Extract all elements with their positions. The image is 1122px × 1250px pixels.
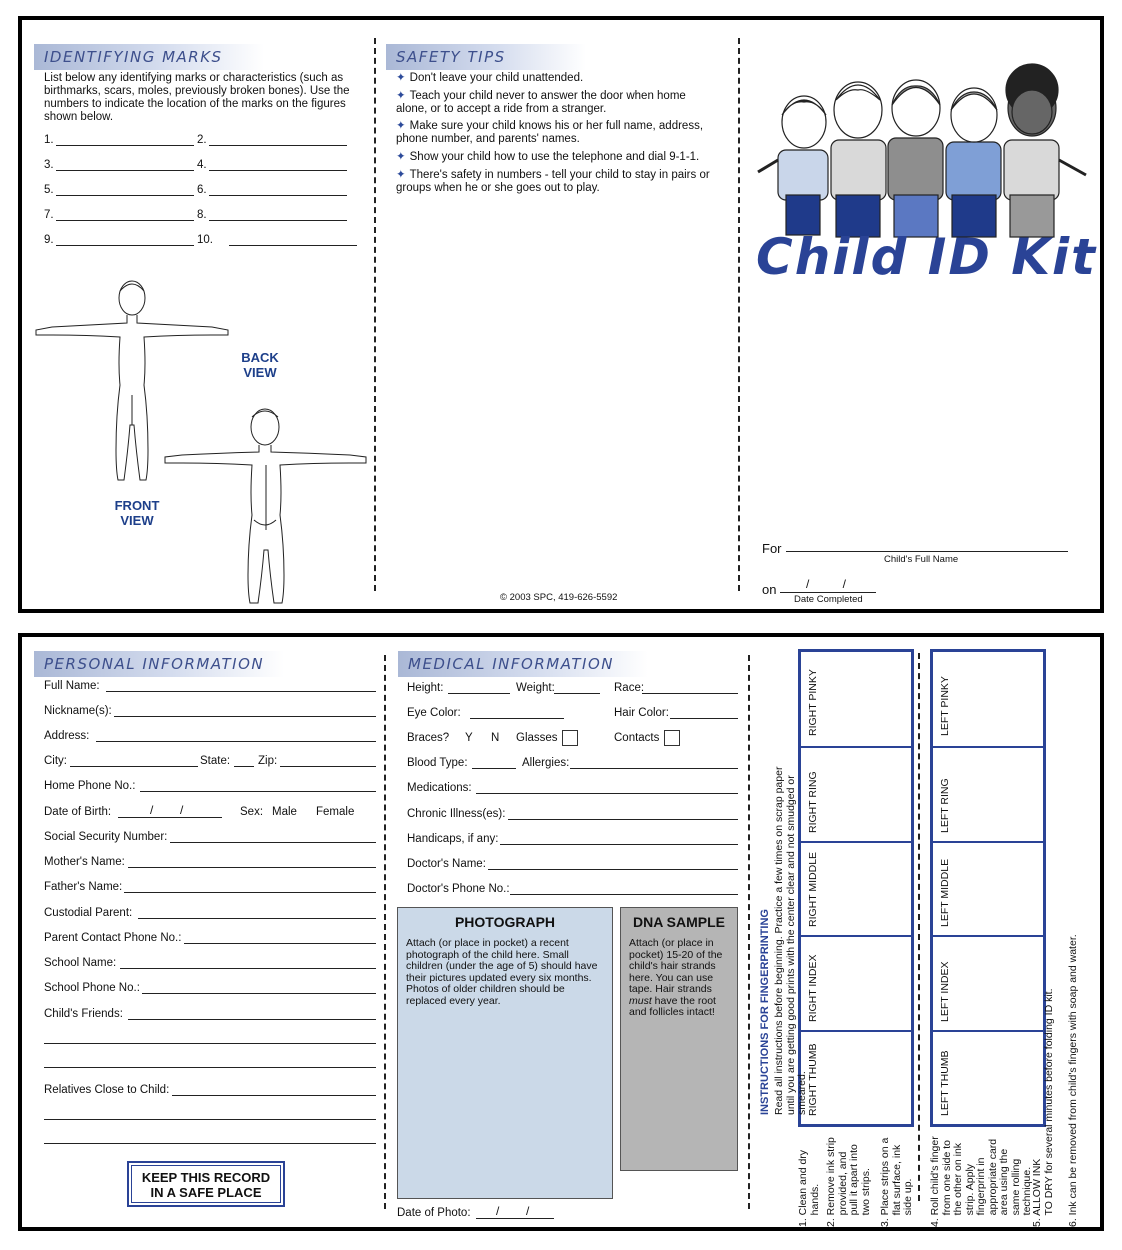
mark-line[interactable] (56, 170, 194, 171)
mark-number: 3. (44, 159, 54, 171)
dob-label: Date of Birth: (44, 806, 112, 818)
dna-sample-area[interactable] (620, 907, 738, 1171)
mark-number: 7. (44, 209, 54, 221)
date-completed-line[interactable] (780, 592, 876, 593)
friends-field[interactable] (44, 1067, 376, 1068)
photograph-title: PHOTOGRAPH (454, 914, 556, 930)
date-completed-caption: Date Completed (794, 594, 863, 605)
photograph-area[interactable] (397, 907, 613, 1199)
photo-date-field[interactable] (476, 1218, 554, 1219)
fold-line (738, 38, 740, 591)
relatives-field[interactable] (44, 1119, 376, 1120)
zip-field[interactable] (280, 766, 376, 767)
fingerprint-label: RIGHT THUMB (807, 1043, 819, 1116)
mark-line[interactable] (56, 220, 194, 221)
hair-field[interactable] (670, 718, 738, 719)
custodial-field[interactable] (138, 918, 376, 919)
mark-line[interactable] (209, 220, 347, 221)
fingerprint-label: RIGHT PINKY (807, 669, 819, 737)
parent-phone-label: Parent Contact Phone No.: (44, 932, 182, 944)
mark-number: 10. (197, 234, 213, 246)
school-phone-field[interactable] (142, 993, 376, 994)
fingerprint-label: LEFT MIDDLE (939, 859, 951, 928)
photo-date-label: Date of Photo: (397, 1207, 471, 1219)
mark-line[interactable] (229, 245, 357, 246)
handicaps-label: Handicaps, if any: (407, 833, 499, 845)
blood-label: Blood Type: (407, 757, 468, 769)
safety-tip: ✦ Don't leave your child unattended. (396, 72, 584, 84)
fingerprint-step: 6. Ink can be removed from child's fingers with soap and water. (1067, 934, 1079, 1227)
identifying-marks-title: IDENTIFYING MARKS (34, 44, 264, 70)
sex-male-option[interactable]: Male (272, 806, 297, 818)
braces-no-option[interactable]: N (491, 732, 500, 744)
mark-line[interactable] (56, 195, 194, 196)
mark-number: 1. (44, 134, 54, 146)
childs-name-line[interactable] (786, 551, 1068, 552)
ssn-label: Social Security Number: (44, 831, 168, 843)
handicaps-field[interactable] (500, 844, 738, 845)
state-label: State: (200, 755, 231, 767)
nickname-field[interactable] (114, 716, 376, 717)
fingerprint-label: LEFT THUMB (939, 1050, 951, 1116)
left-hand-card (930, 649, 1046, 1127)
personal-info-title: PERSONAL INFORMATION (34, 651, 284, 677)
fingerprint-cell[interactable] (801, 841, 911, 935)
medications-field[interactable] (476, 793, 738, 794)
zip-label: Zip: (258, 755, 278, 767)
date-slashes: / / (806, 577, 847, 591)
front-view-figure (36, 281, 228, 480)
right-hand-card (798, 649, 914, 1127)
chronic-field[interactable] (508, 819, 738, 820)
mark-number: 5. (44, 184, 54, 196)
ssn-field[interactable] (170, 842, 376, 843)
fingerprint-cell[interactable] (933, 841, 1043, 935)
braces-yes-option[interactable]: Y (465, 732, 473, 744)
mark-line[interactable] (56, 145, 194, 146)
doctor-phone-label: Doctor's Phone No.: (407, 883, 510, 895)
star-bullet-icon: ✦ (396, 72, 406, 84)
for-label: For (762, 541, 782, 556)
relatives-field[interactable] (172, 1095, 376, 1096)
back-view-label: BACK VIEW (241, 350, 279, 380)
safety-tips-title: SAFETY TIPS (386, 44, 586, 70)
copyright: © 2003 SPC, 419-626-5592 (500, 592, 618, 603)
star-bullet-icon: ✦ (396, 90, 406, 102)
dob-field[interactable] (118, 817, 222, 818)
relatives-field[interactable] (44, 1143, 376, 1144)
chronic-label: Chronic Illness(es): (407, 808, 506, 820)
identifying-marks-instructions: List below any identifying marks or characteristics (such as birthmarks, scars, moles, previously broken bones). Use the numbers to indicate the location of the marks on the figures shown below. (44, 72, 350, 123)
back-view-figure (165, 409, 366, 603)
race-label: Race: (614, 682, 645, 694)
weight-field[interactable] (554, 693, 600, 694)
safety-tip: ✦ Teach your child never to answer the door when home alone, or to accept a ride from a stranger. (396, 90, 686, 115)
star-bullet-icon: ✦ (396, 169, 406, 181)
mark-number: 9. (44, 234, 54, 246)
friends-field[interactable] (128, 1019, 376, 1020)
fingerprint-cell[interactable] (933, 935, 1043, 1029)
address-label: Address: (44, 730, 90, 742)
safety-tip: ✦ Show your child how to use the telephone and dial 9-1-1. (396, 151, 700, 163)
height-label: Height: (407, 682, 444, 694)
mark-line[interactable] (209, 170, 347, 171)
fold-line (374, 38, 376, 591)
fingerprint-step: 4. Roll child's finger from one side to the other on ink strip. Apply fingerprint in appropriate card area using the same rolling technique. (929, 1136, 1033, 1227)
dob-slashes: / / (150, 803, 184, 817)
bottom-sheet (18, 633, 1104, 1231)
eye-field[interactable] (470, 718, 564, 719)
body-figures (32, 275, 372, 605)
doctor-label: Doctor's Name: (407, 858, 486, 870)
fingerprint-step: 5. ALLOW INK TO DRY for several minutes before folding ID kit. (1031, 988, 1055, 1227)
allergies-label: Allergies: (522, 757, 570, 769)
fingerprint-label: LEFT INDEX (939, 961, 951, 1022)
doctor-field[interactable] (488, 869, 738, 870)
fingerprint-label: RIGHT RING (807, 771, 819, 833)
cut-line (918, 653, 920, 1201)
school-field[interactable] (120, 968, 376, 969)
children-illustration (756, 60, 1096, 240)
school-label: School Name: (44, 957, 117, 969)
glasses-checkbox[interactable] (562, 730, 578, 746)
fingerprint-instructions-text: Read all instructions before beginning. Practice a few times on scrap paper until you are getting good prints with the center clear and not smudged or smeared. (773, 766, 808, 1115)
fold-line (384, 655, 386, 1209)
mother-field[interactable] (128, 867, 376, 868)
nickname-label: Nickname(s): (44, 705, 112, 717)
fingerprint-cell[interactable] (801, 935, 911, 1029)
fingerprint-instructions-title: INSTRUCTIONS FOR FINGERPRINTING (759, 909, 771, 1115)
address-field[interactable] (96, 741, 376, 742)
mother-label: Mother's Name: (44, 856, 125, 868)
braces-label: Braces? (407, 732, 450, 744)
father-field[interactable] (124, 892, 376, 893)
mark-number: 4. (197, 159, 207, 171)
height-field[interactable] (448, 693, 510, 694)
weight-label: Weight: (516, 682, 555, 694)
photo-date-slashes: / / (496, 1204, 530, 1218)
contacts-label: Contacts (614, 732, 660, 744)
state-field[interactable] (234, 766, 254, 767)
city-field[interactable] (70, 766, 198, 767)
full-name-label: Full Name: (44, 680, 100, 692)
doctor-phone-field[interactable] (510, 894, 738, 895)
fingerprint-step: 1. Clean and dry hands. (797, 1149, 821, 1227)
dna-sample-title: DNA SAMPLE (632, 914, 726, 930)
hair-label: Hair Color: (614, 707, 669, 719)
mark-number: 6. (197, 184, 207, 196)
fold-line (748, 655, 750, 1209)
medical-info-title: MEDICAL INFORMATION (398, 651, 648, 677)
fingerprint-step: 2. Remove ink strip provided, and pull it apart into two strips. (825, 1137, 872, 1227)
on-label: on (762, 582, 777, 597)
keep-record-notice (127, 1161, 285, 1207)
city-label: City: (44, 755, 67, 767)
blood-field[interactable] (472, 768, 516, 769)
safety-tip: ✦ There's safety in numbers - tell your child to stay in pairs or groups when he or she goes out to play. (396, 169, 710, 194)
mark-number: 2. (197, 134, 207, 146)
safety-tip: ✦ Make sure your child knows his or her full name, address, phone number, and parents' names. (396, 120, 704, 145)
fingerprint-cell[interactable] (801, 746, 911, 840)
fingerprint-label: LEFT PINKY (939, 676, 951, 737)
photograph-instructions: Attach (or place in pocket) a recent photograph of the child here. Small children (under the age of 5) should have their pictures updated every six months. Photos of older children should be replaced every year. (406, 937, 598, 1007)
mark-line[interactable] (56, 245, 194, 246)
eye-label: Eye Color: (407, 707, 461, 719)
fingerprint-label: RIGHT INDEX (807, 954, 819, 1022)
top-sheet (18, 16, 1104, 613)
childs-name-caption: Child's Full Name (884, 554, 959, 565)
fingerprint-step: 3. Place strips on a flat surface, ink side up. (879, 1137, 914, 1227)
fingerprint-cell[interactable] (801, 652, 911, 746)
mark-line[interactable] (209, 145, 347, 146)
parent-phone-field[interactable] (184, 943, 376, 944)
medications-label: Medications: (407, 782, 472, 794)
kit-title: Child ID Kit (756, 228, 1098, 286)
star-bullet-icon: ✦ (396, 151, 406, 163)
friends-field[interactable] (44, 1043, 376, 1044)
fingerprint-cell[interactable] (933, 746, 1043, 840)
fingerprint-cell[interactable] (933, 652, 1043, 746)
mark-number: 8. (197, 209, 207, 221)
race-field[interactable] (642, 693, 738, 694)
relatives-label: Relatives Close to Child: (44, 1084, 170, 1096)
friends-label: Child's Friends: (44, 1008, 123, 1020)
allergies-field[interactable] (570, 768, 738, 769)
front-view-label: FRONT VIEW (114, 498, 160, 528)
sex-label: Sex: (240, 806, 264, 818)
star-bullet-icon: ✦ (396, 120, 406, 132)
dna-sample-instructions: Attach (or place in pocket) 15-20 of the child's hair strands here. You can use tape. Hair strands must have the root and follicles intact! (629, 937, 723, 1018)
keep-record-text: KEEP THIS RECORD IN A SAFE PLACE (131, 1165, 281, 1203)
fingerprint-label: RIGHT MIDDLE (807, 852, 819, 928)
sex-female-option[interactable]: Female (316, 806, 355, 818)
glasses-label: Glasses (516, 732, 558, 744)
contacts-checkbox[interactable] (664, 730, 680, 746)
father-label: Father's Name: (44, 881, 123, 893)
fingerprint-label: LEFT RING (939, 778, 951, 833)
custodial-label: Custodial Parent: (44, 907, 133, 919)
full-name-field[interactable] (106, 691, 376, 692)
home-phone-field[interactable] (140, 791, 376, 792)
mark-line[interactable] (209, 195, 347, 196)
school-phone-label: School Phone No.: (44, 982, 140, 994)
home-phone-label: Home Phone No.: (44, 780, 136, 792)
